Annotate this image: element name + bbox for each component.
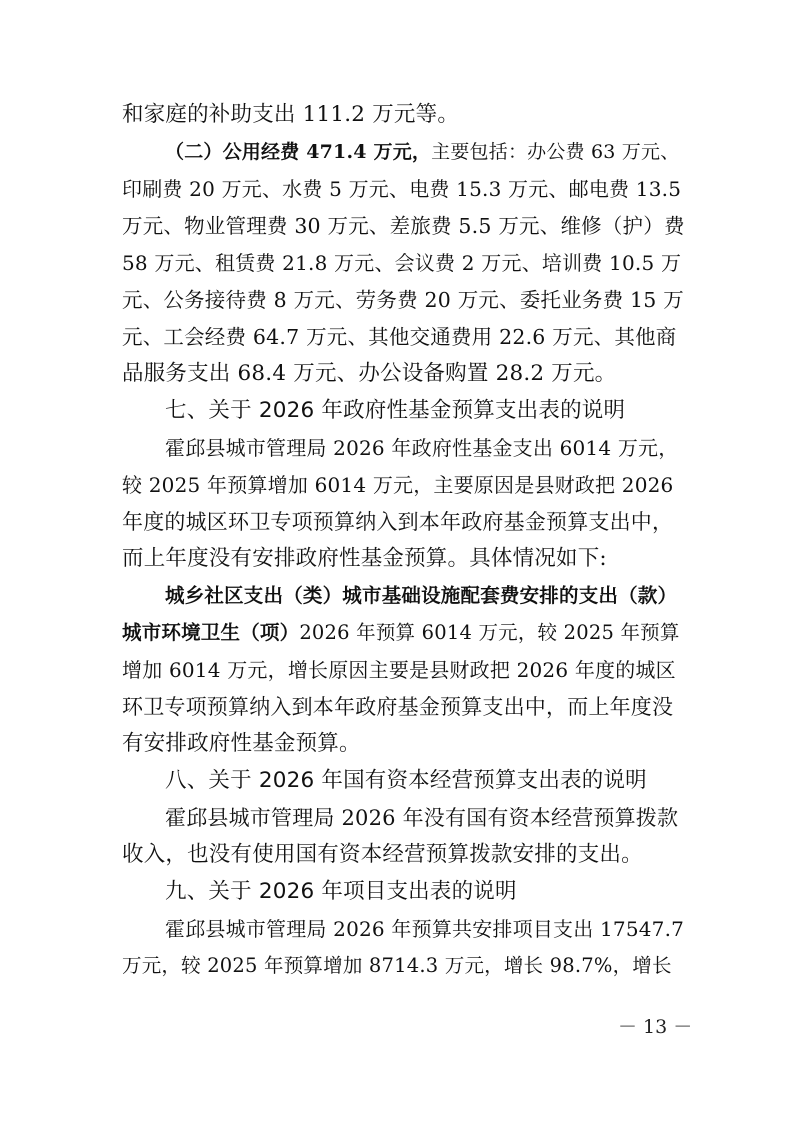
- section-heading-8: 八、关于 2026 年国有资本经营预算支出表的说明: [165, 768, 647, 793]
- paragraph-line: [165, 137, 685, 167]
- expense-category-line: 城乡社区支出（类）城市基础设施配套费安排的支出（款）: [165, 584, 678, 607]
- page-number: － 13 －: [618, 1016, 693, 1038]
- paragraph-line: 元、工会经费 64.7 万元、其他交通费用 22.6 万元、其他商: [122, 325, 677, 349]
- paragraph-line: 品服务支出 68.4 万元、办公设备购置 28.2 万元。: [122, 361, 617, 386]
- paragraph-line: 收入，也没有使用国有资本经营预算拨款安排的支出。: [122, 842, 643, 867]
- public-expense-heading: （二）公用经费 471.4 万元，: [165, 141, 432, 163]
- paragraph-line: 万元，较 2025 年预算增加 8714.3 万元，增长 98.7%，增长: [122, 954, 672, 977]
- paragraph-line: 较 2025 年预算增加 6014 万元，主要原因是县财政把 2026: [122, 473, 674, 497]
- paragraph-line: 增加 6014 万元，增长原因主要是县财政把 2026 年度的城区: [122, 658, 676, 682]
- paragraph-line: 元、公务接待费 8 万元、劳务费 20 万元、委托业务费 15 万: [122, 288, 684, 312]
- paragraph-line: 58 万元、租赁费 21.8 万元、会议费 2 万元、培训费 10.5 万: [122, 251, 682, 275]
- paragraph-line: 有安排政府性基金预算。: [122, 731, 361, 756]
- paragraph-line: 而上年度没有安排政府性基金预算。具体情况如下:: [122, 546, 607, 571]
- paragraph-line: 环卫专项预算纳入到本年政府基金预算支出中，而上年度没: [122, 695, 674, 719]
- paragraph-line: 霍邱县城市管理局 2026 年没有国有资本经营预算拨款: [165, 806, 679, 830]
- section-heading-9: 九、关于 2026 年项目支出表的说明: [165, 879, 517, 904]
- paragraph-line: 和家庭的补助支出 111.2 万元等。: [122, 102, 460, 127]
- paragraph-line: 印刷费 20 万元、水费 5 万元、电费 15.3 万元、邮电费 13.5: [122, 177, 682, 201]
- paragraph-line: 霍邱县城市管理局 2026 年政府性基金支出 6014 万元，: [165, 436, 679, 460]
- section-heading-7: 七、关于 2026 年政府性基金预算支出表的说明: [165, 398, 626, 423]
- paragraph-line: 万元、物业管理费 30 万元、差旅费 5.5 万元、维修（护）费: [122, 214, 685, 238]
- paragraph-line: [122, 618, 682, 648]
- expense-item-label: 城市环境卫生（项）: [122, 621, 300, 644]
- public-expense-intro: 主要包括：办公费 63 万元、: [431, 141, 680, 163]
- paragraph-line: 年度的城区环卫专项预算纳入到本年政府基金预算支出中，: [122, 510, 674, 534]
- expense-item-text: 2026 年预算 6014 万元，较 2025 年预算: [299, 621, 680, 644]
- paragraph-line: 霍邱县城市管理局 2026 年预算共安排项目支出 17547.7: [165, 917, 685, 941]
